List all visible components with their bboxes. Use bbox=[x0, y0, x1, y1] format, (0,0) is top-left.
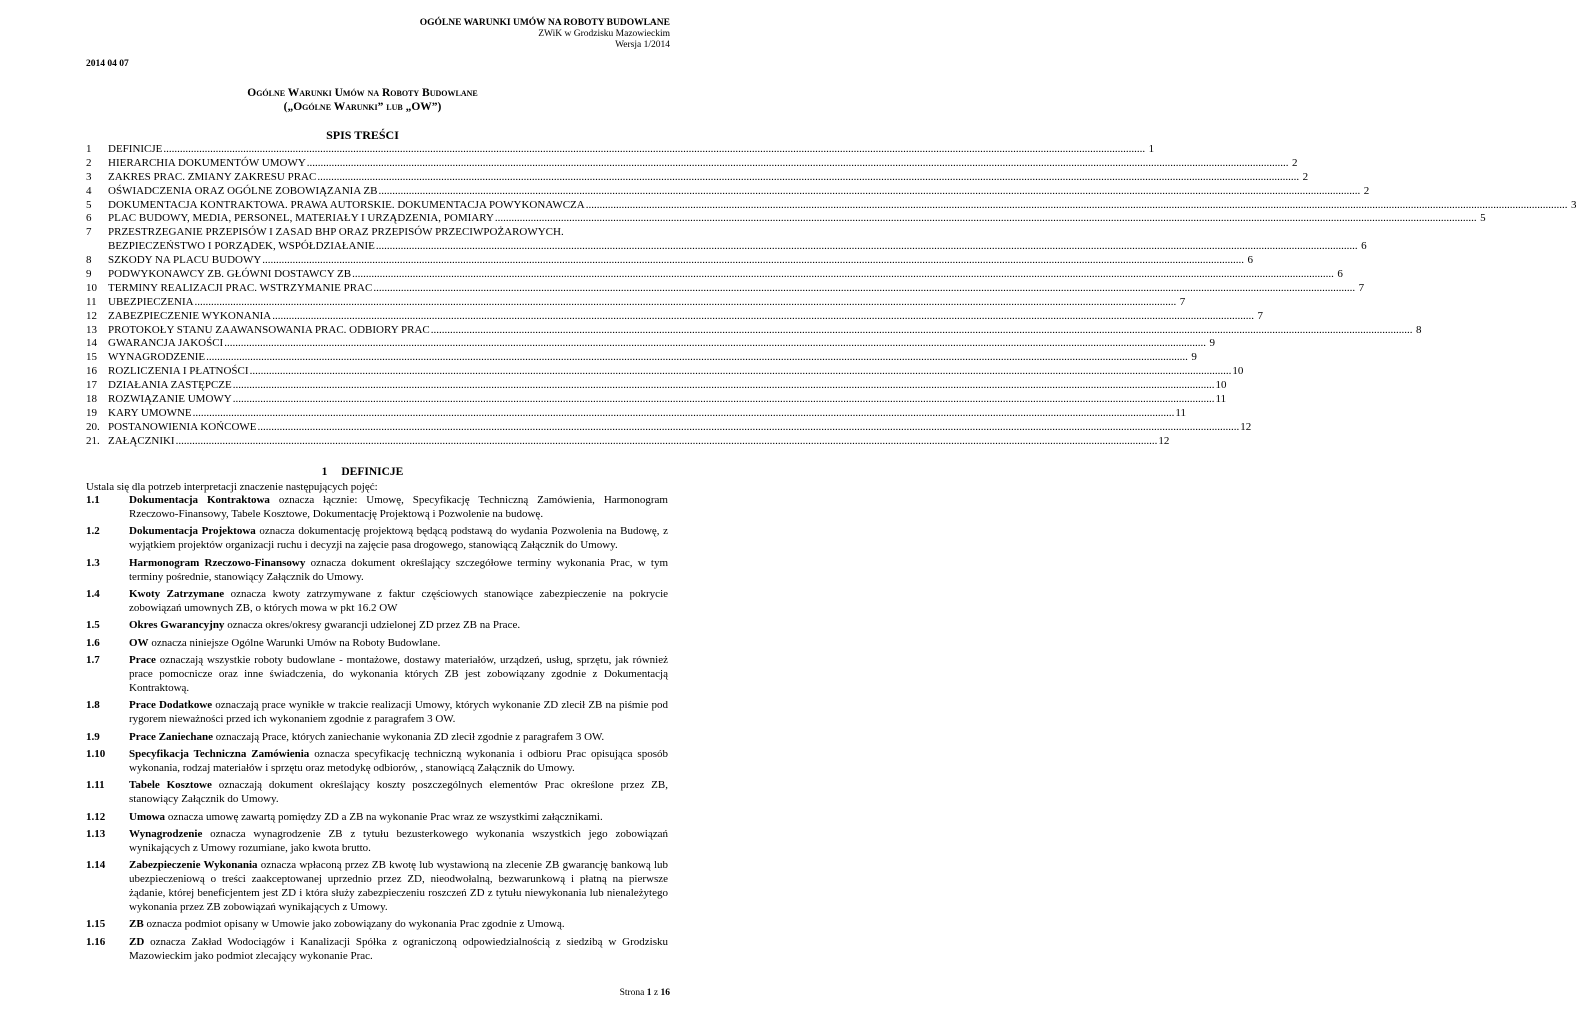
toc-entry-number: 9 bbox=[86, 268, 92, 280]
definition-term: ZD bbox=[129, 935, 145, 948]
definition-number: 1.12 bbox=[86, 810, 106, 823]
definition-number: 1.16 bbox=[86, 935, 106, 948]
toc-entry-number: 8 bbox=[86, 254, 92, 267]
toc-entry[interactable] bbox=[86, 184, 1370, 199]
toc-leader bbox=[262, 254, 1244, 268]
toc-entry-page: 6 bbox=[1247, 254, 1254, 267]
definition-term: Wynagrodzenie bbox=[129, 828, 203, 841]
toc-entry-number: 11 bbox=[86, 295, 97, 308]
definition-text: oznacza niniejsze Ogólne Warunki Umów na Roboty Budowlane. bbox=[148, 636, 441, 649]
toc-entry-title: PLAC BUDOWY, MEDIA, PERSONEL, MATERIAŁY I URZĄDZENIA, POMIARY bbox=[108, 212, 494, 225]
definition-term: Zabezpieczenie Wykonania bbox=[129, 859, 258, 872]
toc-entry-title: UBEZPIECZENIA bbox=[108, 295, 194, 308]
section-title: DEFINICJE bbox=[341, 466, 404, 478]
toc-leader bbox=[206, 351, 1188, 365]
toc-entry-page: 2 bbox=[1363, 184, 1370, 197]
definition-item bbox=[86, 619, 668, 633]
definition-number: 1.15 bbox=[86, 918, 106, 931]
toc-entry-page: 7 bbox=[1179, 295, 1186, 308]
toc-entry[interactable] bbox=[86, 406, 1186, 421]
definition-number: 1.5 bbox=[86, 619, 100, 632]
definition-text: oznacza Zakład Wodociągów i Kanalizacji Spółka z ograniczoną odpowiedzialnością z siedzibą w Grodzisku Mazowieckim jako podmiot zlecający wykonanie Prac. bbox=[129, 935, 668, 962]
definition-term: OW bbox=[129, 636, 149, 649]
definition-term: ZB bbox=[129, 918, 144, 931]
toc-entry-number: 18 bbox=[86, 393, 97, 406]
definition-item bbox=[86, 654, 668, 696]
toc-entry-page: 3 bbox=[1570, 198, 1576, 211]
toc-leader bbox=[176, 435, 1158, 449]
definition-number: 1.11 bbox=[86, 779, 105, 792]
toc-entry-number: 6 bbox=[86, 212, 92, 225]
definition-number: 1.10 bbox=[86, 748, 106, 760]
toc-leader bbox=[250, 365, 1232, 379]
toc-leader bbox=[352, 268, 1334, 282]
toc-entry-title: ROZWIĄZANIE UMOWY bbox=[108, 393, 232, 406]
definition-text: oznacza łącznie: Umowę, Specyfikację Techniczną Zamówienia, Harmonogram Rzeczowo-Finansowy, Tabele Kosztowe, Dokumentację Projektową i Pozwolenie na budowę. bbox=[129, 494, 668, 520]
toc-entry[interactable] bbox=[86, 170, 1309, 185]
toc-entry-number: 14 bbox=[86, 337, 97, 350]
toc-entry[interactable] bbox=[86, 351, 1197, 365]
toc-entry-number: 10 bbox=[86, 281, 97, 294]
toc-entry-number: 3 bbox=[86, 170, 92, 183]
toc-entry-page: 11 bbox=[1215, 393, 1227, 406]
definition-number: 1.7 bbox=[86, 654, 100, 667]
toc-entry[interactable] bbox=[86, 156, 1298, 171]
toc-leader bbox=[193, 407, 1175, 421]
definition-item bbox=[86, 918, 668, 932]
toc-entry-title: ZABEZPIECZENIE WYKONANIA bbox=[108, 309, 272, 322]
toc-entry-number: 12 bbox=[86, 309, 97, 322]
definition-term: Umowa bbox=[129, 810, 166, 823]
toc-entry-page: 9 bbox=[1209, 337, 1215, 350]
toc-entry[interactable] bbox=[86, 393, 1227, 407]
toc-entry-title: OŚWIADCZENIA ORAZ OGÓLNE ZOBOWIĄZANIA ZB bbox=[108, 184, 378, 197]
toc-entry-page: 1 bbox=[1148, 142, 1155, 155]
toc-leader bbox=[586, 199, 1568, 213]
toc-leader bbox=[376, 240, 1358, 254]
definition-item bbox=[86, 588, 668, 616]
definition-item bbox=[86, 936, 668, 964]
definition-term: Dokumentacja Kontraktowa bbox=[129, 494, 270, 506]
toc-entry-page: 6 bbox=[1361, 240, 1367, 253]
toc-entry-title: KARY UMOWNE bbox=[108, 406, 192, 419]
toc-leader bbox=[233, 393, 1215, 407]
definition-text: oznaczają prace wynikłe w trakcie realizacji Umowy, których wykonanie ZD zlecił ZB na piśmie pod rygorem nieważności przed ich wykonaniem zgodnie z paragrafem 3 OW. bbox=[129, 699, 668, 726]
toc-entry[interactable] bbox=[86, 323, 1422, 338]
toc-leader bbox=[233, 379, 1215, 393]
toc-entry-number: 1 bbox=[86, 142, 92, 155]
definition-text: oznaczają Prace, których zaniechanie wykonania ZD zlecił zgodnie z paragrafem 3 OW. bbox=[213, 730, 605, 743]
header-org: ZWiK w Grodzisku Mazowieckim bbox=[538, 29, 670, 39]
toc-entry-title: PODWYKONAWCY ZB. GŁÓWNI DOSTAWCY ZB bbox=[108, 268, 352, 280]
definition-item bbox=[86, 828, 668, 856]
footer-page-number: 1 bbox=[646, 988, 652, 998]
toc-entry-page: 5 bbox=[1480, 212, 1486, 225]
document-date: 2014 04 07 bbox=[86, 59, 129, 69]
definition-number: 1.9 bbox=[86, 730, 100, 743]
toc-entry-number: 16 bbox=[86, 365, 97, 378]
definition-item bbox=[86, 731, 668, 745]
toc-entry-title: HIERARCHIA DOKUMENTÓW UMOWY bbox=[108, 156, 306, 169]
toc-leader bbox=[317, 171, 1299, 185]
toc-leader bbox=[163, 143, 1145, 157]
toc-entry-title: DOKUMENTACJA KONTRAKTOWA. PRAWA AUTORSKIE. DOKUMENTACJA POWYKONAWCZA bbox=[108, 198, 585, 211]
toc-entry-page: 7 bbox=[1358, 281, 1365, 294]
definition-text: oznaczają dokument określający koszty poszczególnych elementów Prac określone przez ZB, stanowiący Załącznik do Umowy. bbox=[129, 779, 668, 806]
toc-leader bbox=[307, 157, 1289, 171]
toc-entry[interactable] bbox=[86, 281, 1365, 296]
table-of-contents bbox=[86, 142, 1576, 449]
toc-entry[interactable] bbox=[86, 379, 1227, 393]
definition-item bbox=[86, 811, 668, 825]
toc-entry-title: TERMINY REALIZACJI PRAC. WSTRZYMANIE PRAC bbox=[108, 281, 373, 294]
definition-term: Specyfikacja Techniczna Zamówienia bbox=[129, 748, 310, 760]
definition-number: 1.4 bbox=[86, 587, 100, 600]
toc-entry-page: 2 bbox=[1292, 156, 1298, 169]
definition-number: 1.6 bbox=[86, 636, 100, 649]
toc-leader bbox=[373, 282, 1355, 296]
definition-number: 1.2 bbox=[86, 525, 100, 538]
toc-entry-page: 11 bbox=[1175, 406, 1186, 419]
definition-term: Dokumentacja Projektowa bbox=[129, 525, 256, 538]
toc-entry-page: 12 bbox=[1158, 434, 1170, 447]
toc-leader bbox=[378, 185, 1360, 199]
toc-entry-page: 6 bbox=[1337, 268, 1343, 280]
section-number: 1 bbox=[321, 466, 328, 478]
footer-page-total: 16 bbox=[660, 988, 670, 998]
toc-entry[interactable] bbox=[86, 254, 1254, 268]
definition-number: 1.14 bbox=[86, 859, 106, 872]
toc-leader bbox=[258, 421, 1240, 435]
header-title: OGÓLNE WARUNKI UMÓW NA ROBOTY BUDOWLANE bbox=[419, 18, 670, 28]
definition-text: oznacza wynagrodzenie ZB z tytułu bezusterkowego wykonania wszystkich jego zobowiązań wynikających z Umowy rozumiane, jako kwota brutto. bbox=[129, 828, 668, 854]
toc-entry-title: ZAŁĄCZNIKI bbox=[108, 434, 175, 447]
page-header bbox=[420, 18, 670, 51]
definition-text: oznacza podmiot opisany w Umowie jako zobowiązany do wykonania Prac zgodnie z Umową. bbox=[143, 918, 565, 931]
toc-entry-title: DZIAŁANIA ZASTĘPCZE bbox=[108, 379, 232, 392]
definition-item bbox=[86, 557, 668, 585]
definition-item bbox=[86, 525, 668, 553]
footer-separator: z bbox=[653, 988, 659, 998]
section-intro: Ustala się dla potrzeb interpretacji znaczenie następujących pojęć: bbox=[86, 481, 378, 493]
section-heading bbox=[0, 466, 725, 478]
toc-leader bbox=[195, 296, 1177, 310]
toc-entry-number: 13 bbox=[86, 323, 97, 336]
definition-number: 1.3 bbox=[86, 556, 100, 569]
toc-entry[interactable] bbox=[86, 198, 1576, 213]
toc-entry-title: POSTANOWIENIA KOŃCOWE bbox=[108, 420, 257, 433]
toc-entry-number: 2 bbox=[86, 156, 92, 169]
toc-entry-page: 10 bbox=[1232, 365, 1244, 378]
toc-entry-page: 12 bbox=[1240, 420, 1252, 433]
toc-entry-number: 19 bbox=[86, 406, 97, 419]
toc-entry-title: PRZESTRZEGANIE PRZEPISÓW I ZASAD BHP ORAZ PRZEPISÓW PRZECIWPOŻAROWYCH. bbox=[108, 226, 564, 239]
toc-entry-number: 5 bbox=[86, 198, 92, 211]
toc-entry-number: 15 bbox=[86, 351, 97, 364]
definition-item bbox=[86, 494, 668, 522]
definitions-list bbox=[86, 494, 668, 967]
definition-term: Okres Gwarancyjny bbox=[129, 619, 225, 632]
toc-entry[interactable] bbox=[86, 309, 1263, 324]
definition-term: Prace bbox=[129, 654, 156, 667]
page-footer bbox=[620, 988, 670, 998]
toc-leader bbox=[224, 337, 1206, 351]
toc-entry-page: 7 bbox=[1257, 309, 1263, 322]
definition-term: Harmonogram Rzeczowo-Finansowy bbox=[129, 556, 306, 569]
definition-term: Tabele Kosztowe bbox=[129, 779, 212, 792]
toc-entry-number: 7 bbox=[86, 226, 92, 239]
definition-term: Prace Zaniechane bbox=[129, 730, 214, 743]
definition-item bbox=[86, 859, 668, 915]
toc-entry-number: 21. bbox=[86, 434, 100, 447]
toc-entry-title: PROTOKOŁY STANU ZAAWANSOWANIA PRAC. ODBIORY PRAC bbox=[108, 323, 430, 336]
definition-item bbox=[86, 748, 668, 776]
toc-entry-page: 8 bbox=[1416, 323, 1422, 336]
toc-leader bbox=[272, 310, 1254, 324]
toc-entry[interactable] bbox=[86, 337, 1215, 351]
definition-text: oznacza wpłaconą przez ZB kwotę lub wystawioną na zlecenie ZB gwarancję bankową lub ubezpieczeniową o treści zaakceptowanej uprzednio przez ZD, nieodwołalną, bezwarunkową i płatną na pierwsze żądanie, której beneficjentem jest ZD i która służy zabezpieczeniu roszczeń ZD z tytułu niewykonania lub nienależytego wykonania przez ZB zobowiązań wynikających z Umowy. bbox=[129, 859, 669, 914]
document-subtitle: („Ogólne Warunki” lub „OW”) bbox=[283, 101, 442, 113]
definition-number: 1.1 bbox=[86, 494, 100, 506]
toc-entry-title: SZKODY NA PLACU BUDOWY bbox=[108, 254, 262, 267]
definition-item bbox=[86, 779, 668, 807]
toc-entry[interactable] bbox=[86, 226, 1367, 254]
toc-entry[interactable] bbox=[86, 142, 1155, 157]
toc-entry-title: ROZLICZENIA I PŁATNOŚCI bbox=[108, 365, 249, 378]
definition-item bbox=[86, 699, 668, 727]
toc-entry-page: 2 bbox=[1302, 170, 1309, 183]
footer-label: Strona bbox=[619, 988, 645, 998]
definition-term: Prace Dodatkowe bbox=[129, 699, 213, 712]
definition-number: 1.8 bbox=[86, 699, 100, 712]
toc-entry-number: 4 bbox=[86, 184, 92, 197]
toc-entry[interactable] bbox=[86, 434, 1170, 449]
definition-number: 1.13 bbox=[86, 828, 106, 841]
definition-text: oznacza kwoty zatrzymywane z faktur częściowych stanowiące zabezpieczenie na pokrycie zobowiązań umownych ZB, o których mowa w pkt 16.2 OW bbox=[129, 587, 669, 614]
toc-entry-number: 20. bbox=[86, 420, 100, 433]
definition-text: oznaczają wszystkie roboty budowlane - montażowe, dostawy materiałów, urządzeń, usług, sprzętu, jak również prace pomocnicze oraz inne świadczenia, do wykonania których ZB jest zobowiązany zgodnie z Dokumentacją Kontraktową. bbox=[129, 654, 668, 694]
definition-text: oznacza specyfikację techniczną wykonania i odbioru Prac opisująca sposób wykonania, rodzaj materiałów i sprzętu oraz metodykę odbiorów, , stanowiącą Załącznik do Umowy. bbox=[129, 748, 668, 774]
definition-text: oznacza dokumentację projektową będącą podstawą do wydania Pozwolenia na Budowę, z wyjątkiem projektów organizacji ruchu i decyzji na zajęcie pasa drogowego, stanowiącą Załącznik do Umowy. bbox=[129, 525, 668, 552]
definition-item bbox=[86, 637, 668, 651]
toc-entry-title: WYNAGRODZENIE bbox=[108, 351, 206, 364]
toc-entry-title: DEFINICJE bbox=[108, 142, 163, 155]
document-title: Ogólne Warunki Umów na Roboty Budowlane bbox=[247, 87, 478, 99]
toc-entry-title: ZAKRES PRAC. ZMIANY ZAKRESU PRAC bbox=[108, 170, 317, 183]
definition-text: oznacza okres/okresy gwarancji udzielonej ZD przez ZB na Prace. bbox=[224, 619, 521, 632]
toc-entry[interactable] bbox=[86, 365, 1244, 379]
toc-entry[interactable] bbox=[86, 268, 1343, 282]
toc-heading: SPIS TREŚCI bbox=[326, 128, 399, 142]
toc-entry-title: GWARANCJA JAKOŚCI bbox=[108, 337, 224, 350]
toc-entry[interactable] bbox=[86, 295, 1186, 310]
header-version: Wersja 1/2014 bbox=[615, 40, 670, 50]
toc-leader bbox=[495, 212, 1477, 226]
toc-entry[interactable] bbox=[86, 420, 1252, 435]
toc-entry-page: 10 bbox=[1215, 379, 1227, 392]
toc-entry[interactable] bbox=[86, 212, 1486, 226]
toc-entry-number: 17 bbox=[86, 379, 97, 392]
toc-entry-title-continued: BEZPIECZEŃSTWO I PORZĄDEK, WSPÓŁDZIAŁANIE bbox=[108, 240, 375, 253]
definition-term: Kwoty Zatrzymane bbox=[129, 587, 225, 600]
definition-text: oznacza dokument określający szczegółowe terminy wykonania Prac, w tym terminy pośrednie, stanowiący Załącznik do Umowy. bbox=[129, 556, 668, 583]
toc-entry-page: 9 bbox=[1191, 351, 1197, 364]
definition-text: oznacza umowę zawartą pomiędzy ZD a ZB na wykonanie Prac wraz ze wszystkimi załącznikami. bbox=[165, 810, 603, 823]
toc-leader bbox=[431, 324, 1413, 338]
